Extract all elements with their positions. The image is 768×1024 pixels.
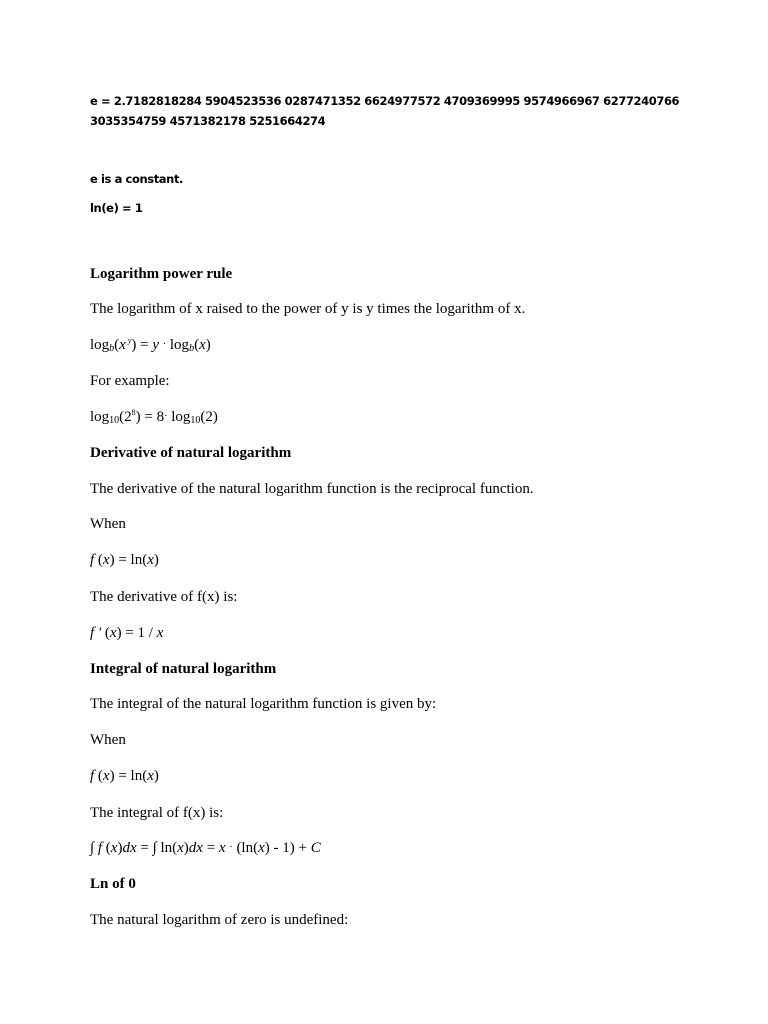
formula-variable: x: [199, 337, 206, 353]
formula-text: ) = 1 /: [116, 625, 157, 641]
power-rule-heading: Logarithm power rule: [90, 266, 233, 282]
differential: dx: [188, 840, 203, 856]
ln-e-text: ln(e) = 1: [90, 201, 143, 215]
ln0-heading: Ln of 0: [90, 876, 136, 892]
integration-constant: C: [310, 840, 321, 856]
integral-description: The integral of the natural logarithm function is given by:: [90, 696, 437, 712]
function-symbol: f: [90, 768, 95, 784]
formula-variable: x: [147, 768, 154, 784]
formula-exponent: y: [127, 336, 132, 345]
function-symbol: f ': [90, 625, 105, 641]
derivative-fx-formula: f (x) = ln(x): [90, 552, 159, 568]
integral-when: When: [90, 732, 126, 748]
example-exponent: 8: [131, 408, 136, 417]
log-base: b: [109, 343, 115, 354]
derivative-description: The derivative of the natural logarithm function is the reciprocal function.: [90, 481, 534, 497]
derivative-when: When: [90, 516, 126, 532]
formula-text: ) = ln(: [109, 552, 148, 568]
function-symbol: f: [90, 552, 95, 568]
log-text: log: [169, 337, 190, 353]
derivative-result-formula: f ' (x) = 1 / x: [90, 625, 164, 641]
example-label: For example:: [90, 373, 170, 389]
formula-text: ) - 1) +: [264, 840, 311, 856]
integral-heading: Integral of natural logarithm: [90, 661, 277, 677]
formula-equals: =: [140, 337, 153, 353]
formula-variable: x: [147, 552, 154, 568]
formula-variable: x: [109, 625, 117, 641]
log-text: log: [90, 337, 110, 353]
differential: dx: [122, 840, 137, 856]
log-base: 10: [109, 415, 120, 426]
integral-of-text: The integral of f(x) is:: [90, 805, 224, 821]
function-symbol: f: [97, 840, 103, 856]
log-text: log: [90, 409, 110, 425]
power-rule-description: The logarithm of x raised to the power of y is y times the logarithm of x.: [90, 301, 526, 317]
power-rule-formula: $\log_b(x$ $^y) = y \cdot \log_b(x)$: [90, 336, 211, 354]
formula-variable: x: [177, 840, 184, 856]
formula-text: (ln(: [232, 840, 259, 856]
formula-text: = ∫ ln(: [136, 840, 178, 856]
formula-text: =: [202, 840, 219, 856]
derivative-heading: Derivative of natural logarithm: [90, 445, 292, 461]
ln0-description: The natural logarithm of zero is undefined:: [90, 912, 349, 928]
formula-variable: x: [102, 552, 110, 568]
formula-variable: y: [152, 337, 160, 353]
log-base: b: [189, 343, 195, 354]
integral-result-formula: ∫ f (x)dx = ∫ ln(x)dx = x · (ln(x) - 1) + C: [90, 840, 321, 856]
formula-variable: x: [119, 337, 126, 353]
example-number: 2: [124, 409, 132, 425]
e-constant-text: e is a constant.: [90, 172, 184, 186]
log-base: 10: [190, 415, 201, 426]
log-text: log: [171, 409, 191, 425]
formula-variable: x: [156, 625, 164, 641]
integral-fx-formula: f (x) = ln(x): [90, 768, 159, 784]
formula-variable: x: [110, 840, 118, 856]
integral-sign: ∫: [90, 840, 95, 856]
formula-variable: x: [218, 840, 226, 856]
formula-variable: x: [102, 768, 110, 784]
derivative-of-text: The derivative of f(x) is:: [90, 589, 238, 605]
example-argument: (2): [200, 409, 218, 425]
e-value-line-1: e = 2.7182818284 5904523536 0287471352 6624977572 4709369995 9574966967 6277240766: [90, 94, 680, 108]
formula-text: ) = ln(: [109, 768, 148, 784]
power-rule-example: $\log_{10}(2^8) = 8\cdot \log_{10}(2)$: [90, 408, 218, 426]
example-equals: = 8: [144, 409, 165, 425]
e-value-line-2: 3035354759 4571382178 5251664274: [90, 114, 326, 128]
formula-variable: x: [258, 840, 265, 856]
